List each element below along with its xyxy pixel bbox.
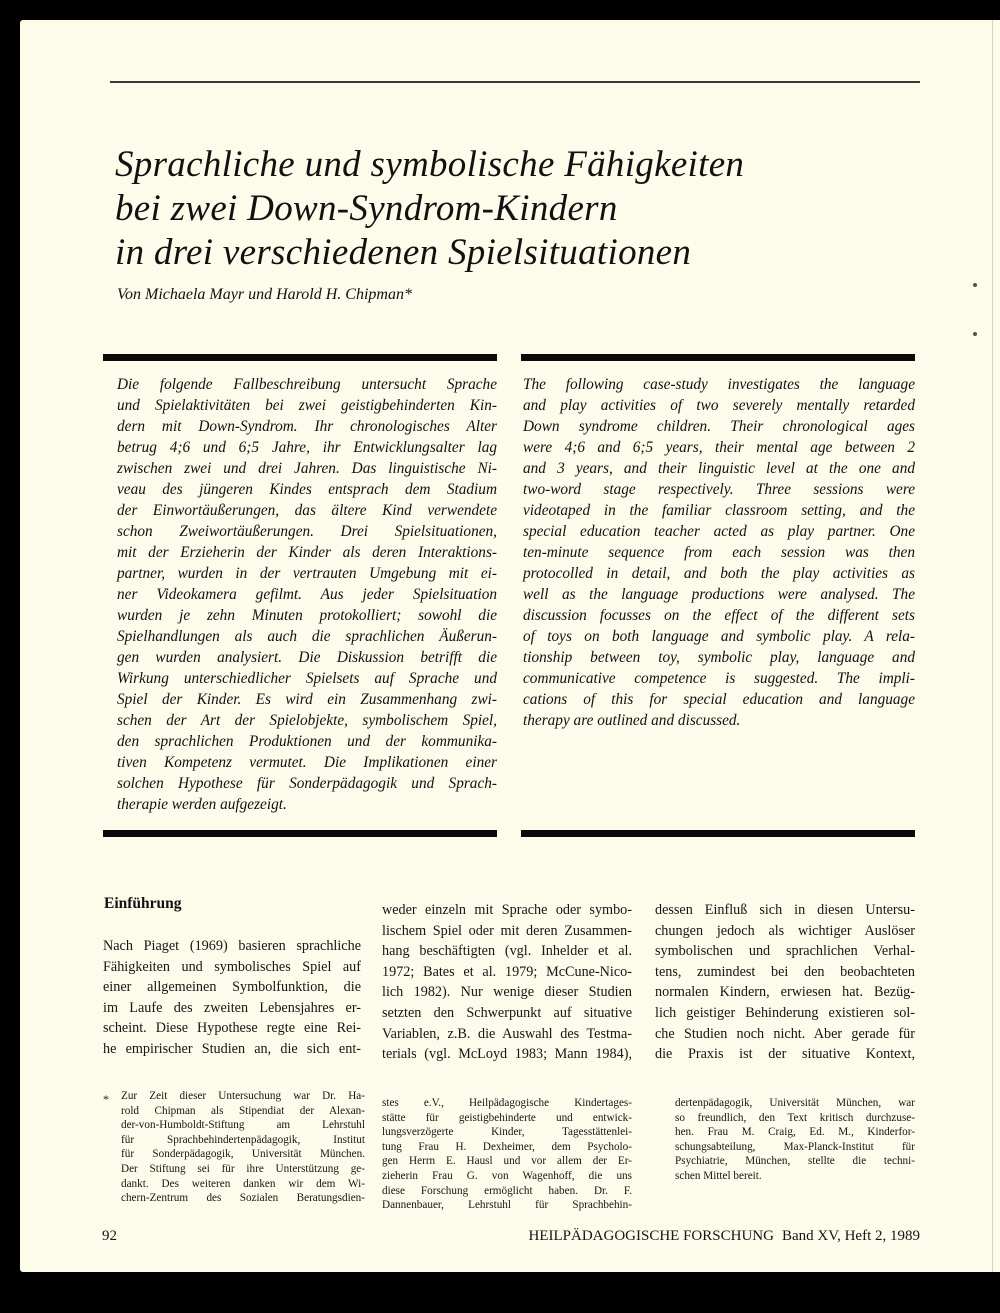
text-line: betrug 4;6 und 6;5 Jahre, ihr Entwicklungsalter lag <box>117 439 497 456</box>
text-line: Variablen, z.B. die Auswahl des Testma- <box>382 1025 632 1042</box>
text-line: chern-Zentrum des Sozialen Beratungsdien- <box>121 1192 365 1205</box>
text-line: he empirischer Studien an, die sich ent- <box>103 1040 361 1057</box>
text-line: gen wurden analysiert. Die Diskussion betrifft die <box>117 649 497 666</box>
byline: Von Michaela Mayr und Harold H. Chipman* <box>117 286 412 303</box>
text-line: rold Chipman als Stipendiat der Alexan- <box>121 1104 365 1117</box>
page-number: 92 <box>102 1228 117 1244</box>
text-line: partner, wurden in der vertrauten Umgebung mit ei- <box>117 565 497 582</box>
running-footer <box>529 1228 920 1245</box>
text-line: scheint. Diese Hypothese regte eine Rei- <box>103 1020 361 1037</box>
footnote-column-2 <box>382 1096 632 1213</box>
text-line: well as the language productions were analysed. The <box>523 586 915 603</box>
text-line: tionship between toy, symbolic play, language and <box>523 649 915 666</box>
text-line: lischem Spiel oder mit deren Zusammen- <box>382 922 632 939</box>
abstract-german <box>117 374 497 815</box>
section-heading: Einführung <box>104 895 182 912</box>
text-line: die Praxis ist der situative Kontext, <box>655 1046 915 1063</box>
text-line: two-word stage respectively. Three sessions were <box>523 481 915 498</box>
text-line: protocolled in detail, and both the play activities as <box>523 565 915 582</box>
footnote-marker: * <box>103 1092 109 1106</box>
text-line: Wirkung unterschiedlicher Spielsets auf Sprache und <box>117 670 497 687</box>
text-line: tung Frau H. Dexheimer, dem Psycholo- <box>382 1140 632 1153</box>
text-line: stes e.V., Heilpädagogische Kindertages- <box>382 1097 632 1109</box>
text-line: schon Zweiwortäußerungen. Drei Spielsituationen, <box>117 523 497 540</box>
text-line: Spielhandlungen als auch die sprachlichen Äußerun- <box>117 628 497 645</box>
text-line: The following case-study investigates the language <box>523 376 915 393</box>
text-line: Nach Piaget (1969) basieren sprachliche <box>103 938 361 954</box>
text-line: setzten den Schwerpunkt auf situative <box>382 1004 632 1021</box>
text-line: normalen Kindern, erwiesen hat. Bezüg- <box>655 984 915 1001</box>
text-line: veau des jüngeren Kindes entsprach dem Stadium <box>117 481 497 498</box>
text-line: hang beschäftigten (vgl. Inhelder et al. <box>382 943 632 960</box>
body-column-1 <box>103 936 361 1060</box>
text-line: diese Forschung ermöglicht haben. Dr. F. <box>382 1184 632 1197</box>
text-line: für Sonderpädagogik, Universität München. <box>121 1148 365 1161</box>
text-line: Die folgende Fallbeschreibung untersucht Sprache <box>117 376 497 393</box>
text-line: schungsabteilung, Max-Planck-Institut für <box>675 1140 915 1153</box>
text-line: stätte für geistigbehinderte und entwick- <box>382 1111 632 1124</box>
text-line: ten-minute sequence from each session was then <box>523 544 915 561</box>
title-line: Sprachliche und symbolische Fähigkeiten <box>115 144 745 185</box>
abstract-english <box>523 374 915 731</box>
footnote-column-3 <box>675 1096 915 1184</box>
text-line: dessen Einfluß sich in diesen Untersu- <box>655 902 915 918</box>
abstract-rule-top-left <box>103 354 497 361</box>
text-line: Psychiatrie, München, stellte die techni- <box>675 1155 915 1168</box>
text-line: so freundlich, den Text kritisch durchzuse- <box>675 1111 915 1124</box>
abstract-rule-bottom-right <box>521 830 915 837</box>
text-line: schen Mittel bereit. <box>675 1169 762 1182</box>
text-line: chungen jedoch als wichtiger Auslöser <box>655 922 915 939</box>
text-line: und Spielaktivitäten bei zwei geistigbehinderten Kin- <box>117 397 497 414</box>
text-line: discussion focusses on the effect of the different sets <box>523 607 915 624</box>
text-line: lungsverzögerte Kinder, Tagesstättenlei- <box>382 1126 632 1139</box>
issue-info: Band XV, Heft 2, 1989 <box>781 1228 920 1244</box>
text-line: der Einwortäußerungen, das ältere Kind verwendete <box>117 502 497 519</box>
scan-mark <box>973 283 977 287</box>
text-line: dern mit Down-Syndrom. Ihr chronologisches Alter <box>117 418 497 435</box>
text-line: therapy are outlined and discussed. <box>523 712 741 729</box>
text-line: and play activities of two severely mentally retarded <box>523 397 915 414</box>
text-line: terials (vgl. McLoyd 1983; Mann 1984), <box>382 1046 632 1063</box>
scan-mark <box>973 332 977 336</box>
text-line: Der Stiftung sei für ihre Unterstützung ge- <box>121 1162 365 1175</box>
body-column-2 <box>382 900 632 1065</box>
text-line: im Laufe des zweiten Lebensjahres er- <box>103 999 361 1016</box>
text-line: Zur Zeit dieser Untersuchung war Dr. Ha- <box>121 1090 365 1102</box>
article-title <box>115 143 744 275</box>
text-line: Down syndrome children. Their chronological ages <box>523 418 915 435</box>
journal-page <box>20 20 1000 1272</box>
text-line: special education teacher acted as play partner. One <box>523 523 915 540</box>
text-line: videotaped in the familiar classroom setting, and the <box>523 502 915 519</box>
text-line: and 3 years, and their linguistic level at the one and <box>523 460 915 477</box>
text-line: der-von-Humboldt-Stiftung am Lehrstuhl <box>121 1119 365 1132</box>
body-column-3 <box>655 900 915 1065</box>
text-line: of toys on both language and symbolic play. A rela- <box>523 628 915 645</box>
text-line: cations of this for special education and language <box>523 691 915 708</box>
text-line: lich geistiger Behinderung existieren sol- <box>655 1004 915 1021</box>
text-line: Spiel der Kinder. Es wird ein Zusammenhang zwi- <box>117 691 497 708</box>
text-line: 1972; Bates et al. 1979; McCune-Nico- <box>382 963 632 980</box>
text-line: communicative competence is suggested. The impli- <box>523 670 915 687</box>
text-line: che Studien noch nicht. Aber gerade für <box>655 1025 915 1042</box>
header-rule <box>110 81 920 83</box>
text-line: hen. Frau M. Craig, Ed. M., Kinderfor- <box>675 1126 915 1139</box>
text-line: Fähigkeiten und symbolisches Spiel auf <box>103 958 361 975</box>
title-line: in drei verschiedenen Spielsituationen <box>115 232 692 273</box>
text-line: dertenpädagogik, Universität München, war <box>675 1097 915 1109</box>
abstract-rule-top-right <box>521 354 915 361</box>
text-line: symbolischen und sprachlichen Verhal- <box>655 943 915 960</box>
text-line: einer allgemeinen Symbolfunktion, die <box>103 979 361 996</box>
text-line: lich 1982). Nur wenige dieser Studien <box>382 984 632 1001</box>
text-line: mit der Erzieherin der Kinder als deren Interaktions- <box>117 544 497 561</box>
page-gutter <box>992 20 993 1272</box>
text-line: solchen Hypothese für Sonderpädagogik und Sprach- <box>117 775 497 792</box>
text-line: therapie werden aufgezeigt. <box>117 796 287 813</box>
abstract-rule-bottom-left <box>103 830 497 837</box>
text-line: schen der Art der Spielobjekte, symbolischem Spiel, <box>117 712 497 729</box>
text-line: Dannenbauer, Lehrstuhl für Sprachbehin- <box>382 1199 632 1212</box>
text-line: weder einzeln mit Sprache oder symbo- <box>382 902 632 918</box>
text-line: tiven Kompetenz vermutet. Die Implikationen einer <box>117 754 497 771</box>
text-line: zieherin Frau G. von Wagenhoff, die uns <box>382 1169 632 1182</box>
text-line: tens, zumindest bei den beobachteten <box>655 963 915 980</box>
text-line: gen Herrn E. Hausl und vor allem der Er- <box>382 1155 632 1168</box>
text-line: wurden je zehn Minuten protokolliert; sowohl die <box>117 607 497 624</box>
text-line: für Sprachbehindertenpädagogik, Institut <box>121 1133 365 1146</box>
text-line: zwischen zwei und drei Jahren. Das linguistische Ni- <box>117 460 497 477</box>
footnote-column-1 <box>121 1089 365 1206</box>
text-line: dankt. Des weiteren danken wir dem Wi- <box>121 1177 365 1190</box>
text-line: were 4;6 and 6;5 years, their mental age between 2 <box>523 439 915 456</box>
text-line: ner Videokamera gefilmt. Aus jeder Spielsituation <box>117 586 497 603</box>
journal-name: HEILPÄDAGOGISCHE FORSCHUNG <box>528 1228 774 1244</box>
title-line: bei zwei Down-Syndrom-Kindern <box>115 188 618 229</box>
text-line: den sprachlichen Produktionen und der kommunika- <box>117 733 497 750</box>
